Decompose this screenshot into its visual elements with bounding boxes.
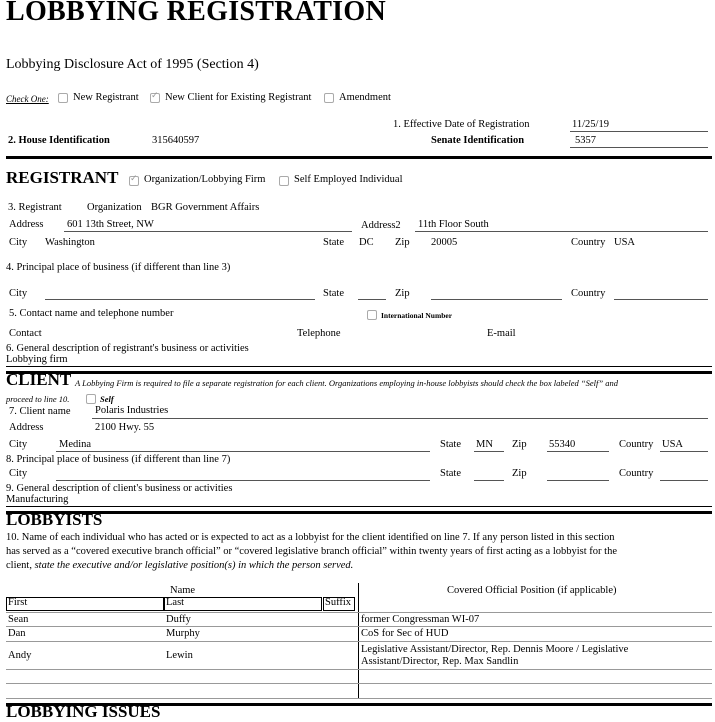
line5-label: 5. Contact name and telephone number bbox=[9, 308, 174, 319]
line4-label: 4. Principal place of business (if different than line 3) bbox=[6, 262, 231, 273]
org-label: Organization bbox=[87, 202, 142, 213]
lobbyists-desc-line3-lead: client, bbox=[6, 560, 32, 571]
senate-id-line bbox=[570, 147, 708, 148]
client-self-label: Self bbox=[100, 394, 114, 404]
client-address-label: Address bbox=[9, 422, 44, 433]
client-self-checkbox[interactable] bbox=[86, 394, 96, 404]
line6-underline bbox=[6, 366, 712, 367]
house-id-value: 315640597 bbox=[152, 135, 200, 146]
zip-value: 20005 bbox=[431, 237, 458, 248]
line9-underline bbox=[6, 506, 712, 507]
line3-label: 3. Registrant bbox=[8, 202, 62, 213]
line8-country-line bbox=[660, 480, 708, 481]
name-column-header: Name bbox=[170, 585, 196, 596]
contact-label: Contact bbox=[9, 328, 42, 339]
line4-country-line bbox=[614, 299, 708, 300]
line4-state-line bbox=[358, 299, 386, 300]
effective-date-line bbox=[570, 131, 708, 132]
line8-zip-line bbox=[547, 480, 609, 481]
amendment-label: Amendment bbox=[339, 92, 391, 103]
line8-city-line bbox=[56, 480, 430, 481]
page-title: LOBBYING REGISTRATION bbox=[6, 0, 386, 27]
header-divider bbox=[6, 156, 712, 159]
client-city-value: Medina bbox=[59, 439, 92, 450]
address-line bbox=[64, 231, 352, 232]
lobbyist-first-name: Dan bbox=[8, 628, 26, 639]
lobbyists-desc-line2: has served as a “covered executive branch official” or “covered legislative branch official” within twenty years of first acting as a lobbyist for the bbox=[6, 546, 617, 557]
amendment-checkbox[interactable] bbox=[324, 93, 334, 103]
intl-number-checkbox[interactable] bbox=[367, 310, 377, 320]
address2-line bbox=[415, 231, 708, 232]
lobbyist-last-name: Lewin bbox=[166, 650, 193, 661]
form-subtitle: Lobbying Disclosure Act of 1995 (Section 4) bbox=[6, 57, 259, 72]
lobbying-issues-title-partial: LOBBYING ISSUES bbox=[6, 702, 161, 721]
lobbyists-section-title: LOBBYISTS bbox=[6, 510, 103, 529]
address-value: 601 13th Street, NW bbox=[67, 219, 154, 230]
state-value: DC bbox=[359, 237, 374, 248]
lobbyist-first-name: Andy bbox=[8, 650, 32, 661]
client-country-value: USA bbox=[662, 439, 684, 450]
line6-value: Lobbying firm bbox=[6, 354, 68, 365]
client-country-label: Country bbox=[619, 439, 654, 450]
client-section-title: CLIENT bbox=[6, 370, 72, 389]
self-employed-label: Self Employed Individual bbox=[294, 174, 403, 185]
client-state-value: MN bbox=[476, 439, 493, 450]
new-client-checkbox[interactable] bbox=[150, 93, 160, 103]
lobbyist-last-name: Murphy bbox=[166, 628, 200, 639]
email-label: E-mail bbox=[487, 328, 516, 339]
line4-zip-line bbox=[431, 299, 562, 300]
lobbyist-last-name: Duffy bbox=[166, 614, 191, 625]
address2-label: Address2 bbox=[361, 220, 401, 231]
client-state-line bbox=[474, 451, 504, 452]
lobbyists-desc-line3 bbox=[6, 560, 353, 571]
org-firm-label: Organization/Lobbying Firm bbox=[144, 174, 266, 185]
line4-country-label: Country bbox=[571, 288, 606, 299]
client-address-value: 2100 Hwy. 55 bbox=[95, 422, 155, 433]
effective-date-label: 1. Effective Date of Registration bbox=[393, 119, 530, 130]
row-divider bbox=[6, 698, 712, 699]
client-note: A Lobbying Firm is required to file a separate registration for each client. Organizations employing in-house lobbyists should check the box labeled “Self” and bbox=[75, 378, 618, 388]
registrant-divider bbox=[6, 371, 712, 374]
client-city-line bbox=[56, 451, 430, 452]
lobbyists-desc-line3-tail: state the executive and/or legislative position(s) in which the person served. bbox=[34, 560, 354, 571]
first-header-box bbox=[6, 597, 164, 611]
line8-state-line bbox=[474, 480, 504, 481]
client-divider bbox=[6, 511, 712, 514]
address-label: Address bbox=[9, 219, 44, 230]
self-employed-checkbox[interactable] bbox=[279, 176, 289, 186]
senate-id-label: Senate Identification bbox=[431, 135, 525, 146]
new-registrant-checkbox[interactable] bbox=[58, 93, 68, 103]
client-zip-value: 55340 bbox=[549, 439, 576, 450]
line6-label: 6. General description of registrant's business or activities bbox=[6, 343, 249, 354]
line4-city-label: City bbox=[9, 288, 28, 299]
client-zip-label: Zip bbox=[512, 439, 527, 450]
first-header: First bbox=[8, 597, 28, 608]
lobbyist-position: former Congressman WI-07 bbox=[361, 614, 480, 625]
check-one-label: Check One: bbox=[6, 94, 49, 104]
country-value: USA bbox=[614, 237, 636, 248]
suffix-header: Suffix bbox=[325, 597, 352, 608]
zip-label: Zip bbox=[395, 237, 410, 248]
line4-zip-label: Zip bbox=[395, 288, 410, 299]
client-name-line bbox=[92, 418, 708, 419]
line8-label: 8. Principal place of business (if different than line 7) bbox=[6, 454, 231, 465]
city-label: City bbox=[9, 237, 28, 248]
line8-state-label: State bbox=[440, 468, 461, 479]
lobbyists-desc-line1: 10. Name of each individual who has acted or is expected to act as a lobbyist for the client identified on line 7. If any person listed in this section bbox=[6, 532, 615, 543]
row-divider bbox=[6, 669, 712, 670]
row-divider bbox=[6, 641, 712, 642]
client-country-line bbox=[660, 451, 708, 452]
line8-country-label: Country bbox=[619, 468, 654, 479]
position-column-header: Covered Official Position (if applicable) bbox=[447, 585, 617, 596]
lobbyist-position: Legislative Assistant/Director, Rep. Dennis Moore / Legislative Assistant/Director, Rep. Max Sandlin bbox=[361, 644, 629, 667]
client-note-cont: proceed to line 10. bbox=[6, 394, 70, 404]
line9-label: 9. General description of client's business or activities bbox=[6, 483, 233, 494]
country-label: Country bbox=[571, 237, 606, 248]
new-client-label: New Client for Existing Registrant bbox=[165, 92, 312, 103]
client-name-value: Polaris Industries bbox=[95, 405, 169, 416]
line7-label: 7. Client name bbox=[9, 406, 71, 417]
last-header-box bbox=[164, 597, 322, 611]
lobbyist-position: CoS for Sec of HUD bbox=[361, 628, 449, 639]
lobbyist-first-name: Sean bbox=[8, 614, 29, 625]
house-id-label: 2. House Identification bbox=[8, 135, 110, 146]
new-registrant-label: New Registrant bbox=[73, 92, 139, 103]
client-state-label: State bbox=[440, 439, 461, 450]
senate-id-value: 5357 bbox=[575, 135, 596, 146]
address2-value: 11th Floor South bbox=[418, 219, 489, 230]
last-header: Last bbox=[166, 597, 185, 608]
telephone-label: Telephone bbox=[297, 328, 341, 339]
row-divider bbox=[6, 683, 712, 684]
client-city-label: City bbox=[9, 439, 28, 450]
line4-city-line bbox=[45, 299, 315, 300]
row-divider bbox=[6, 612, 712, 613]
row-divider bbox=[6, 626, 712, 627]
line8-zip-label: Zip bbox=[512, 468, 527, 479]
line8-city-label: City bbox=[9, 468, 28, 479]
org-name: BGR Government Affairs bbox=[151, 202, 260, 213]
city-value: Washington bbox=[45, 237, 95, 248]
client-zip-line bbox=[547, 451, 609, 452]
state-label: State bbox=[323, 237, 344, 248]
effective-date-value: 11/25/19 bbox=[572, 119, 609, 130]
org-firm-checkbox[interactable] bbox=[129, 176, 139, 186]
line4-state-label: State bbox=[323, 288, 344, 299]
line9-value: Manufacturing bbox=[6, 494, 69, 505]
registrant-section-title: REGISTRANT bbox=[6, 168, 119, 187]
intl-number-label: International Number bbox=[381, 311, 453, 320]
